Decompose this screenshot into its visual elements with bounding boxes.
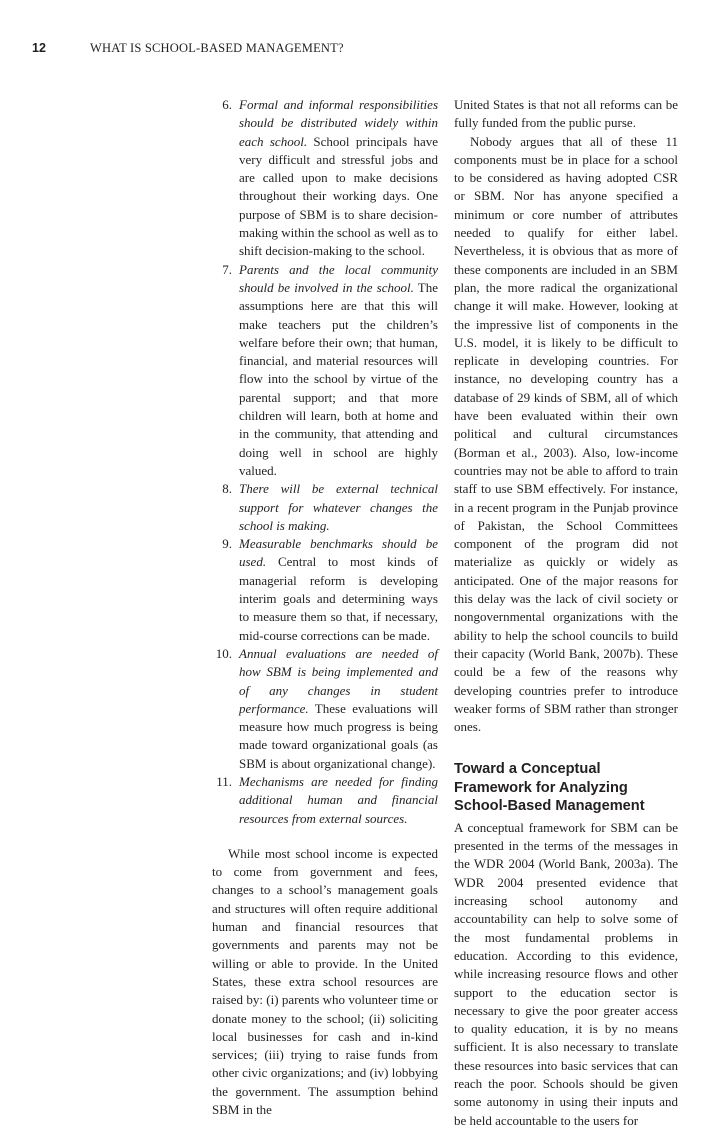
list-item-italic: Measurable benchmarks should be used. bbox=[239, 536, 438, 570]
page-number: 12 bbox=[32, 41, 46, 55]
list-item-number: 11. bbox=[216, 773, 232, 789]
running-head: WHAT IS SCHOOL-BASED MANAGEMENT? bbox=[90, 41, 344, 55]
list-item-number: 7. bbox=[222, 261, 232, 277]
list-item-italic: Annual evaluations are needed of how SBM is being implemented and of any changes in student performance. bbox=[239, 645, 438, 716]
component-list bbox=[212, 96, 438, 828]
list-item bbox=[212, 535, 438, 645]
list-item-italic: Parents and the local community should be involved in the school. bbox=[239, 261, 438, 295]
list-item-number: 10. bbox=[215, 645, 232, 661]
section-heading: Toward a Conceptual Framework for Analyzing School-Based Management bbox=[454, 761, 645, 815]
list-item-text: Central to most kinds of managerial reform is developing interim goals and determining ways to measure them so that, if necessary, mid-course corrections can be made. bbox=[239, 554, 438, 643]
list-item-text: These evaluations will measure how much progress is being made toward organizational goals (as SBM is about organizational change). bbox=[239, 700, 438, 771]
list-item-number: 6. bbox=[222, 97, 232, 112]
list-item-number: 9. bbox=[222, 536, 232, 552]
list-item-italic: There will be external technical support for whatever changes the school is making. bbox=[239, 481, 438, 533]
body-paragraph: While most school income is expected to come from government and fees, changes to a school’s management goals and structures will often require additional human and financial resources that governments and parents may not be willing or able to provide. In the United States, these extra school resources are raised by: (i) parents who volunteer time or donate money to the school; (ii) soliciting local businesses for cash and in-kind services; (iii) trying to raise funds from other civic organizations; and (iv) lobbying the government. The assumption behind SBM in the bbox=[212, 845, 438, 1118]
list-item bbox=[212, 645, 438, 773]
list-item-italic: Mechanisms are needed for finding additional human and financial resources from external sources. bbox=[239, 773, 438, 826]
right-column bbox=[454, 96, 678, 1130]
body-paragraph: Nobody argues that all of these 11 components must be in place for a school to be considered as having adopted CSR or SBM. Nor has anyone specified a minimum or core number of attributes needed to qualify for either label. Nevertheless, it is obvious that as more of these components are included in an SBM plan, the more radical the organizational change it will make. However, looking at the impressive list of components in the U.S. model, it is likely to be difficult to replicate in developing countries. For instance, no developing country has a database of 29 kinds of SBM, all of which have been evaluated within their own political and cultural circumstances (Borman et al., 2003). Also, low-income countries may not be able to afford to train staff to use SBM effectively. For instance, in a recent program in the Punjab province of Pakistan, the School Committees component of the program did not materialize as quickly or widely as anticipated. One of the major reasons for this delay was the lack of civil society or nongovernmental organizations with the ability to help the school councils to build their capacity (World Bank, 2007b). These could be a few of the reasons why developing countries prefer to introduce weaker forms of SBM rather than stronger ones. bbox=[454, 133, 678, 735]
list-item-italic: Formal and informal responsibilities should be distributed widely within each school. bbox=[239, 97, 438, 149]
list-item bbox=[212, 96, 438, 261]
list-item bbox=[212, 773, 438, 828]
list-item bbox=[212, 480, 438, 535]
body-paragraph: United States is that not all reforms can be fully funded from the public purse. bbox=[454, 97, 678, 131]
list-item-number: 8. bbox=[222, 481, 232, 497]
left-column bbox=[212, 96, 438, 1119]
body-paragraph: A conceptual framework for SBM can be presented in the terms of the messages in the WDR 2004 (World Bank, 2003a). The WDR 2004 presented evidence that increasing school autonomy and accountability can help to solve some of the most fundamental problems in education. According to this evidence, while increasing resource flows and other support to the education sector is necessary to give the poor greater access to quality education, it is by no means sufficient. It is also necessary to translate these resources into basic services that can reach the poor. Schools should be given some autonomy in using their inputs and be held accountable to the users for bbox=[454, 819, 678, 1128]
list-item-text: School principals have very difficult and stressful jobs and are called upon to make decisions throughout their working days. One purpose of SBM is to share decision-making within the school as well as to shift decision-making to the school. bbox=[239, 133, 439, 259]
page-header bbox=[32, 41, 698, 61]
list-item bbox=[212, 261, 438, 481]
list-item-text: The assumptions here are that this will make teachers put the children’s welfare before their own; that human, financial, and material resources will flow into the school by virtue of the parental support; and that more children will learn, both at home and in the community, that attending and doing well in school are highly valued. bbox=[239, 279, 438, 478]
